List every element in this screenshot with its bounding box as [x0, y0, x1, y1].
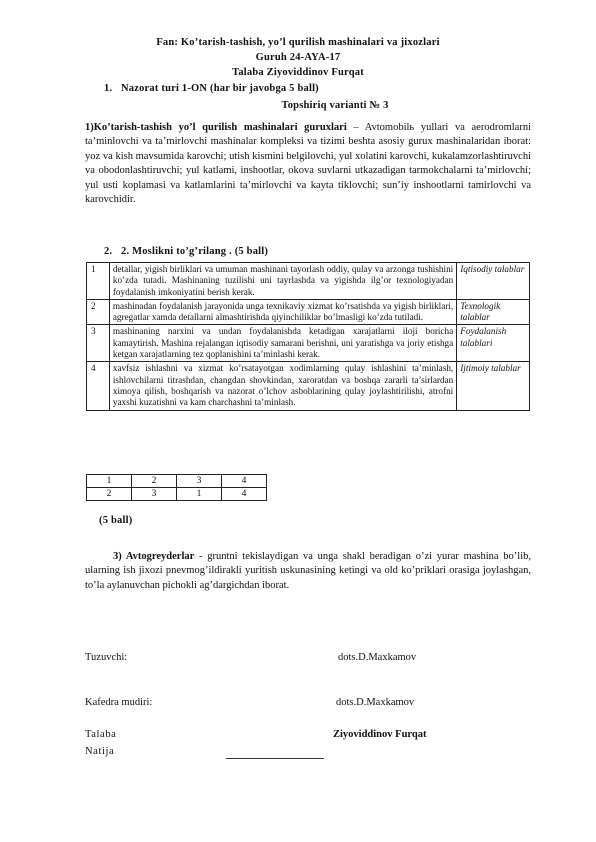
table-row — [87, 325, 530, 362]
table-row — [87, 299, 530, 325]
row-label: Ijtimoiy talablar — [457, 362, 530, 410]
section1-number: 1. — [104, 83, 113, 94]
answer-row-values — [87, 488, 267, 501]
row-number: 4 — [87, 362, 110, 410]
answer-cell: 1 — [177, 488, 222, 501]
question3-paragraph — [85, 550, 531, 593]
group-line: Guruh 24-AYA-17 — [255, 52, 341, 63]
matching-table — [86, 262, 530, 411]
tuzuvchi-label: Tuzuvchi: — [85, 652, 128, 663]
row-number: 3 — [87, 325, 110, 362]
answer-cell: 2 — [132, 475, 177, 488]
answer-cell: 4 — [222, 475, 267, 488]
natija-label: Natija — [85, 746, 115, 757]
points-note: (5 ball) — [99, 515, 133, 526]
section1-title: Nazorat turi 1-ON (har bir javobga 5 ball) — [121, 83, 319, 94]
answer-cell: 3 — [177, 475, 222, 488]
table-row — [87, 263, 530, 300]
result-underline — [226, 757, 324, 759]
talaba-name: Ziyoviddinov Furqat — [333, 729, 427, 740]
answer-cell: 2 — [87, 488, 132, 501]
question1-text: – Avtomobilь yullari va aerodromlarni ta’minlovchi va ta’mirlovchi mashinalar kompleksi va tizimi beshta asosiy gurux mashinalaridan iborat: yoz va kish mavsumida karovchi; utish kismini belgilovchi, yul xolatini karovchi, kukalamzorlashtiruvchi va obodonlashtiruvchi; yul katlami, inshootlar, okova suvlarni utkazadigan tarmokchalarni ta’mirlovchi; yul usti koplamasi va katlamlarini ta’mirlovchi va kayta tiklovchi; sun’iy inshootlarni tamirlovchi va karovchidir. — [85, 122, 531, 206]
row-description: detallar, yigish birliklari va umuman mashinani tayorlash oddiy, qulay va arzonga tushishini ko’zda tutadi. Mashinaning tuzilishi uni tayrlashda va yigishda ilg’or texnologiyadan foydalanish imkoniyatini berish kerak. — [109, 263, 456, 300]
answer-cell: 4 — [222, 488, 267, 501]
student-line: Talaba Ziyoviddinov Furqat — [232, 67, 364, 78]
table-row — [87, 362, 530, 410]
tuzuvchi-name: dots.D.Maxkamov — [338, 652, 417, 663]
course-title: Fan: Ko’tarish-tashish, yo’l qurilish mashinalari va jixozlari — [156, 37, 440, 48]
row-description: mashinaning narxini va undan foydalanishda ketadigan xarajatlarni iloji boricha kamaytirish. Mashina rejalangan iqtisodiy samarani berishni, uni yaratishga va joriy etishga ketgan xarajatlarning tez qoplanishini ta’minlashi kerak. — [109, 325, 456, 362]
kafedra-name: dots.D.Maxkamov — [336, 697, 415, 708]
row-number: 1 — [87, 263, 110, 300]
question1-paragraph — [85, 121, 531, 207]
section2-number: 2. — [104, 246, 113, 257]
answer-cell: 1 — [87, 475, 132, 488]
answer-table — [86, 474, 267, 501]
question1-heading: 1)Ko’tarish-tashish yo’l qurilish mashinalari guruxlari — [85, 122, 347, 133]
answer-cell: 3 — [132, 488, 177, 501]
question3-text: - gruntni tekislaydigan va unga shakl beradigan o’zi yurar mashina bo’lib, ularning ish jixozi pnevmog’ildirakli yuritish uskunasining ketingi va old ko’priklari orasiga joylashgan, to’la aylanuvchan pichokli ag’dargichdan iborat. — [85, 551, 532, 591]
question3-heading: 3) Avtogreyderlar — [113, 551, 195, 562]
row-label: Texnologik talablar — [457, 299, 530, 325]
row-description: mashinadan foydalanish jarayonida unga texnikaviy xizmat ko’rsatishda va yigish birliklari, agregatlar xamda detallarni almashtirishda qiyinchiliklar bo’lmasligi ko’zda tutiladi. — [109, 299, 456, 325]
row-label: Foydalanish talablari — [457, 325, 530, 362]
answer-row-keys — [87, 475, 267, 488]
variant-title: Topshiriq varianti № 3 — [281, 100, 389, 111]
section2-title: 2. Moslikni to’g’rilang . (5 ball) — [121, 246, 269, 257]
talaba-label: Talaba — [85, 729, 117, 740]
kafedra-label: Kafedra mudiri: — [85, 697, 153, 708]
row-description: xavfsiz ishlashni va xizmat ko’rsatayotgan xodimlarning qulay ishlashini ta’minlash, ishlovchilarni titrashdan, changdan shovkindan, xaroratdan va boshqa zararli ta’sirlardan ximoya qilish, boshqarish va nazorat o’lchov asboblarining qulay joylashtirilishi, atrofni yaxshi kuzatishni va kam charchashni ta’minlash. — [109, 362, 456, 410]
row-label: Iqtisodiy talablar — [457, 263, 530, 300]
row-number: 2 — [87, 299, 110, 325]
